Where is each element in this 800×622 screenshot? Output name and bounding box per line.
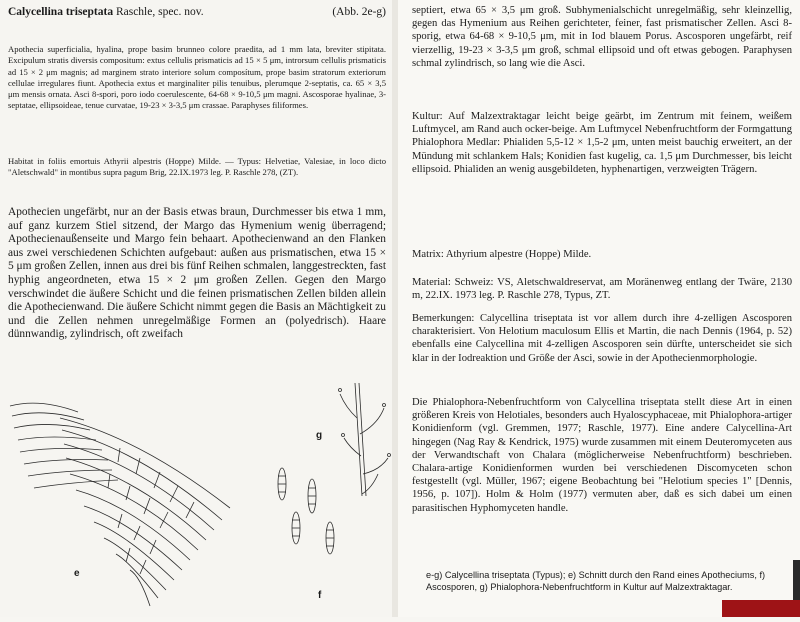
german-description: Apothecien ungefärbt, nur an der Basis etwas braun, Durchmesser bis etwa 1 mm, auf ganz kurzem Stiel sitzend, der Margo das Hymenium wenig überragend; Apothecienaußenseite und Margo fein behaart. Apothecienwand an den Flanken aus zwei verschiedenen Schichten aufgebaut: außen aus prismatischen, etwa 15 × 5 μm großen Zellen, innen aus drei bis fünf Reihen schmalen, langgestreckten, fast hyphig angeordneten, etwa 15 × 2 μm großen Zellen. Gegen den Margo verschwindet die äußere Schicht und die feinen prismatischen Zellen bilden allein die Apothecienwand. Die äußere Schicht nimmt gegen die Basis an Mächtigkeit zu und die Zellen nehmen unregelmäßige Formen an (polyedrisch). Haare dünnwandig, zylindrisch, oft zweifach	[8, 206, 386, 341]
latin-description: Apothecia superficialia, hyalina, prope basim brunneo colore praedita, ad 1 mm lata, breviter stipitata. Excipulum stratis diversis compositum: extus cellulis prismaticis ad 15 × 5 μm, introrsum cellulis prismaticis ad 15 × 2 μm magnis; ad marginem strato interiore solum composítum, prope basim stratorum exteriorum cellulae irregulares fiunt. Apothecia extus et marginaliter pilis tenuibus, plerumque 2-septatis, ca. 65 × 3,5 μm mensis ornata. Asci 8-spori, poro iodo coerulescente, 64-68 × 9-10,5 μm magni. Ascosporae hyalinae, 3-septatae, ellipsoideae, tenue curvatae, 19-23 × 3-3,5 μm crassae. Paraphyses filiformes.	[8, 44, 386, 111]
habitat-paragraph: Habitat in foliis emortuis Athyrii alpestris (Hoppe) Milde. — Typus: Helvetiae, Valesiae, in loco dicto "Aletschwald" in montibus supra pagum Brig, 22.IX.1973 leg. P. Raschle 278, (ZT).	[8, 156, 386, 178]
figure-label-e: e	[74, 568, 80, 579]
left-page	[0, 0, 392, 617]
paragraph-hairs-asci: septiert, etwa 65 × 3,5 μm groß. Subhymenialschicht unregelmäßig, sehr kleinzellig, gegen das Hymenium aus Reihen gerichteter, feiner, fast prismatischer Zellen. Asci 8-sporig, etwa 64-68 × 9-10,5 μm, mit in Iod blauem Porus. Ascosporen ungefärbt, reif vierzellig, 19-23 × 3-3,5 μm groß, schmal ellipsoid und oft etwas gebogen. Paraphysen schmal zylindrisch, so lang wie die Asci.	[412, 5, 792, 69]
paragraph-kultur: Kultur: Auf Malzextraktagar leicht beige geärbt, im Zentrum mit feinem, weißem Luftmycel, am Rand auch ocker-beige. Am Luftmycel Nebenfruchtform der Formgattung Phialophora Medlar: Phialiden 5,5-12 × 1,5-2 μm, unten meist bauchig erweitert, an der Mündung mit schlankem Hals; Konidien fast kugelig, ca. 1,5 μm Durchmesser, bis leicht ellipsoid. Phialiden an wenig ausgebildeten, hyphenartigen, verzweigten Trägern.	[412, 111, 792, 175]
species-author: Raschle, spec. nov.	[115, 6, 204, 18]
red-corner-block	[722, 600, 800, 617]
figure-reference: (Abb. 2e-g)	[332, 6, 386, 18]
figure-illustration	[0, 378, 392, 617]
paragraph-material: Material: Schweiz: VS, Aletschwaldreservat, am Moränenweg entlang der Twäre, 2130 m, 22.IX. 1973 leg. P. Raschle 278, Typus, ZT.	[412, 277, 792, 302]
paragraph-matrix: Matrix: Athyrium alpestre (Hoppe) Milde.	[412, 249, 592, 260]
paragraph-bemerkungen: Bemerkungen: Calycellina triseptata ist vor allem durch ihre 4-zelligen Ascosporen charakterisiert. Von Helotium maculosum Ellis et Martin, die nach Dennis (1964, p. 52) ebenfalls eine Calycellina mit 4-zelligen Ascosporen sein dürfte, unterscheidet sie sich klar in der Iodreaktion und Größe der Asci, sowie in der Apothecienmorphologie.	[412, 313, 792, 364]
figure-caption: e-g) Calycellina triseptata (Typus); e) Schnitt durch den Rand eines Apotheciums, f) Ascosporen, g) Phialophora-Nebenfruchtform in Kultur auf Malzextraktagar.	[426, 570, 766, 592]
species-heading	[8, 6, 386, 24]
apothecium-section-drawing	[0, 378, 392, 617]
figure-label-f: f	[318, 590, 322, 601]
right-page	[398, 0, 800, 617]
figure-label-g: g	[316, 430, 323, 441]
scan-edge-shadow	[793, 560, 800, 600]
paragraph-phialophora: Die Phialophora-Nebenfruchtform von Calycellina triseptata stellt diese Art in einen größeren Kreis von Helotiales, besonders auch Hyaloscyphaceae, mit Phialophora-artiger Konidienform (vgl. Gremmen, 1977; Raschle, 1977). Eine andere Calycellina-Art hingegen (Nag Ray & Kendrick, 1975) wurde zusammen mit einem Deuteromyceten aus der Verwandtschaft von Chalara (möglicherweise Nebenfruchtform) beschrieben. Chalara-artige Konidienformen wurden bei verschiedenen Discomyceten schon festgestellt (vgl. Müller, 1967; eigene Beobachtung bei "Helotium species 1" [Dennis, 1956, p. 107]). Holm & Holm (1977) vermuten aber, daß es sich dabei um einen parasitischen Hyphomyceten handle.	[412, 397, 792, 514]
species-name: Calycellina triseptata	[8, 6, 114, 18]
